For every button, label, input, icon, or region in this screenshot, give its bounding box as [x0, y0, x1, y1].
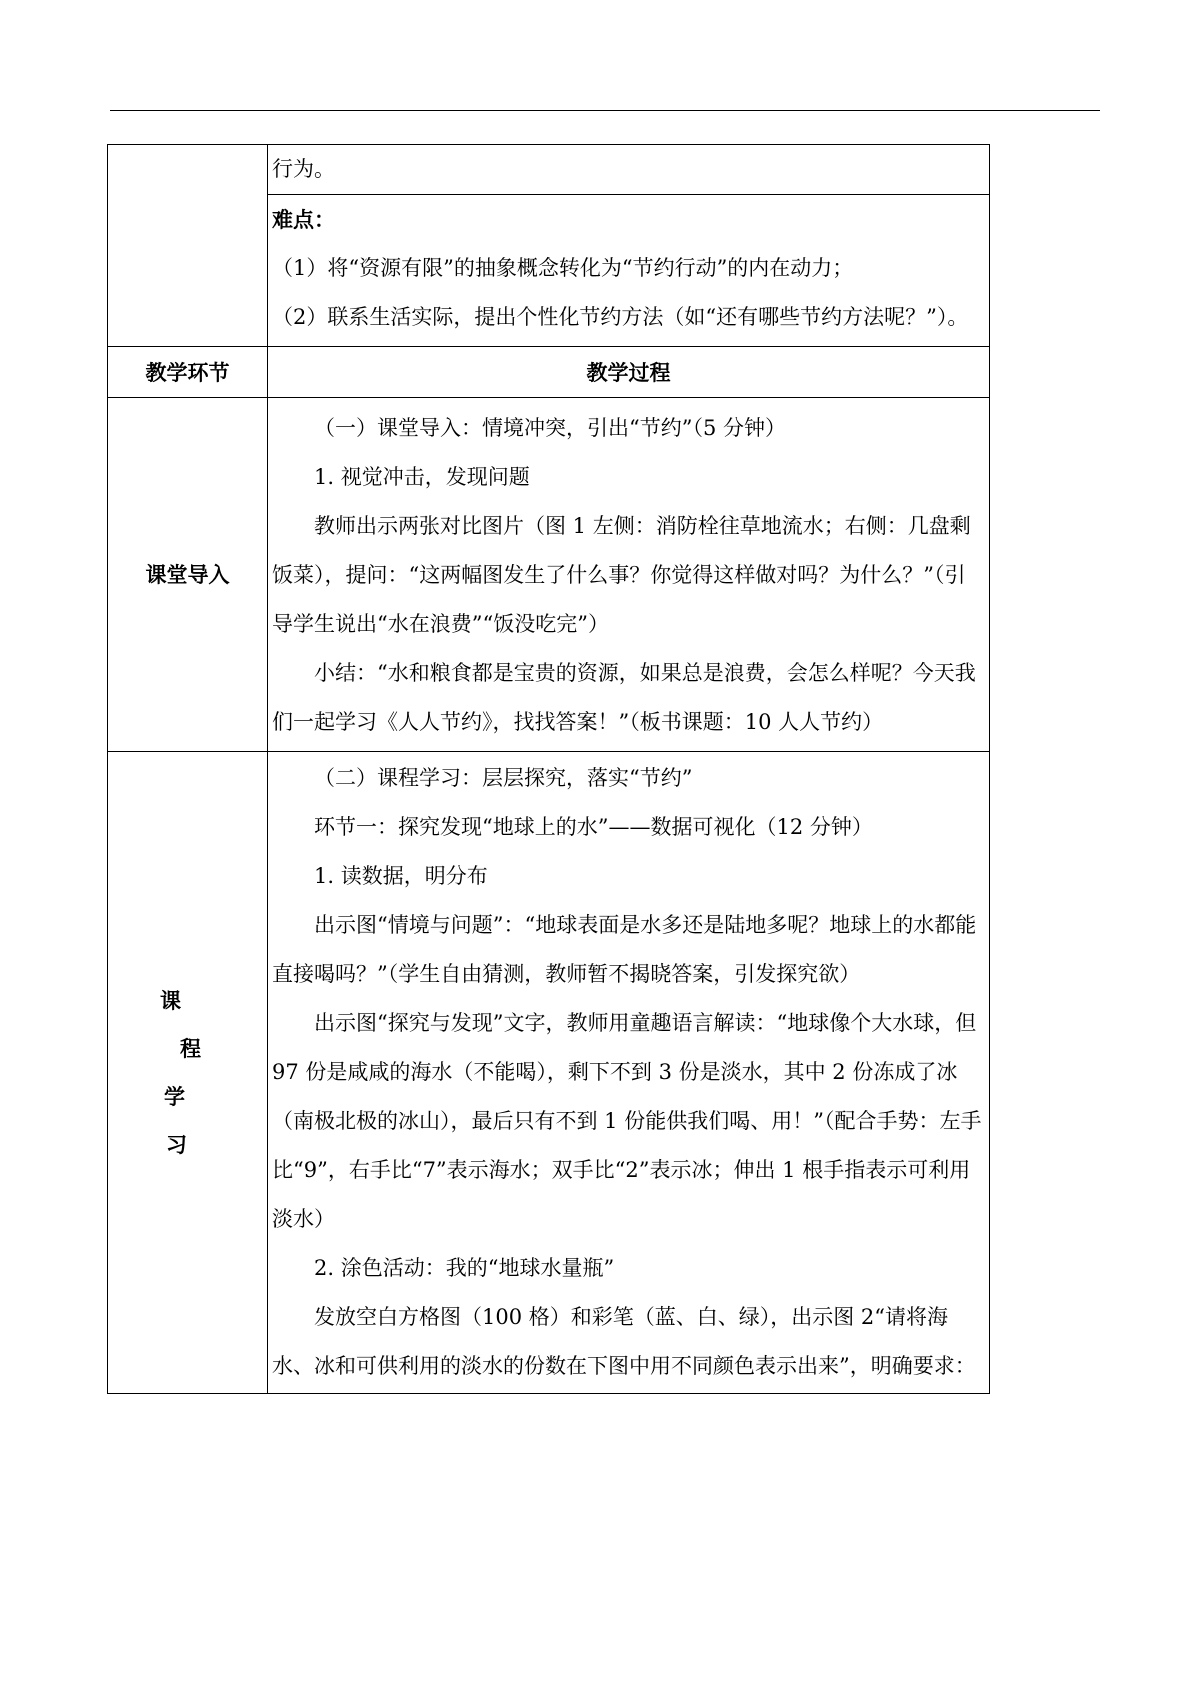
intro-content-cell	[268, 398, 990, 752]
empty-label-cell	[108, 145, 268, 347]
course-paragraph: 环节一：探究发现“地球上的水”——数据可视化（12 分钟）	[314, 815, 873, 839]
header-teaching-stage: 教学环节	[108, 347, 268, 398]
header-teaching-process: 教学过程	[268, 347, 990, 398]
intro-paragraph: （一）课堂导入：情境冲突，引出“节约”（5 分钟）	[314, 416, 787, 440]
course-label-cell	[108, 752, 268, 1394]
course-label-char: 学	[164, 1083, 185, 1109]
course-paragraph: （二）课程学习：层层探究，落实“节约”	[314, 766, 693, 790]
course-label-char: 程	[180, 1035, 201, 1061]
difficulties-cell	[268, 195, 990, 347]
lesson-plan-table	[107, 144, 990, 1394]
table-row-intro	[108, 398, 990, 752]
course-paragraph: 出示图“探究与发现”文字，教师用童趣语言解读：“地球像个大水球，但 97 份是咸咸的海水（不能喝），剩下不到 3 份是淡水，其中 2 份冻成了冰（南极北极的冰山），最后只有不到 1 份能供我们喝、用！”（配合手势：左手比“9”，右手比“7”表示海水；双手比“2”表示冰；伸出 1 根手指表示可利用淡水）	[272, 1011, 982, 1231]
table-header-row	[108, 347, 990, 398]
course-paragraph: 1. 读数据，明分布	[314, 864, 488, 888]
difficulties-heading: 难点：	[272, 207, 335, 232]
intro-label-cell: 课堂导入	[108, 398, 268, 752]
intro-paragraph: 教师出示两张对比图片（图 1 左侧：消防栓往草地流水；右侧：几盘剩饭菜），提问：“这两幅图发生了什么事？你觉得这样做对吗？为什么？”（引导学生说出“水在浪费”“饭没吃完”）	[272, 514, 971, 636]
course-paragraph: 2. 涂色活动：我的“地球水量瓶”	[314, 1256, 615, 1280]
difficulty-item-2: （2）联系生活实际，提出个性化节约方法（如“还有哪些节约方法呢？”）。	[272, 305, 969, 329]
course-content-cell	[268, 752, 990, 1394]
header-rule	[110, 110, 1100, 111]
table-row-course	[108, 752, 990, 1394]
course-label-char: 习	[166, 1131, 187, 1157]
course-label-char: 课	[160, 987, 181, 1013]
course-paragraph: 出示图“情境与问题”：“地球表面是水多还是陆地多呢？地球上的水都能直接喝吗？”（学生自由猜测，教师暂不揭晓答案，引发探究欲）	[272, 913, 977, 986]
course-paragraph: 发放空白方格图（100 格）和彩笔（蓝、白、绿），出示图 2“请将海水、冰和可供利用的淡水的份数在下图中用不同颜色表示出来”，明确要求：	[272, 1305, 976, 1378]
behavior-cell	[268, 145, 990, 195]
difficulty-item-1: （1）将“资源有限”的抽象概念转化为“节约行动”的内在动力；	[272, 256, 854, 280]
behavior-text: 行为。	[272, 157, 335, 181]
table-row-behavior	[108, 145, 990, 195]
intro-paragraph: 1. 视觉冲击，发现问题	[314, 465, 530, 489]
intro-paragraph: 小结：“水和粮食都是宝贵的资源，如果总是浪费，会怎么样呢？今天我们一起学习《人人节约》，找找答案！”（板书课题：10 人人节约）	[272, 661, 976, 734]
